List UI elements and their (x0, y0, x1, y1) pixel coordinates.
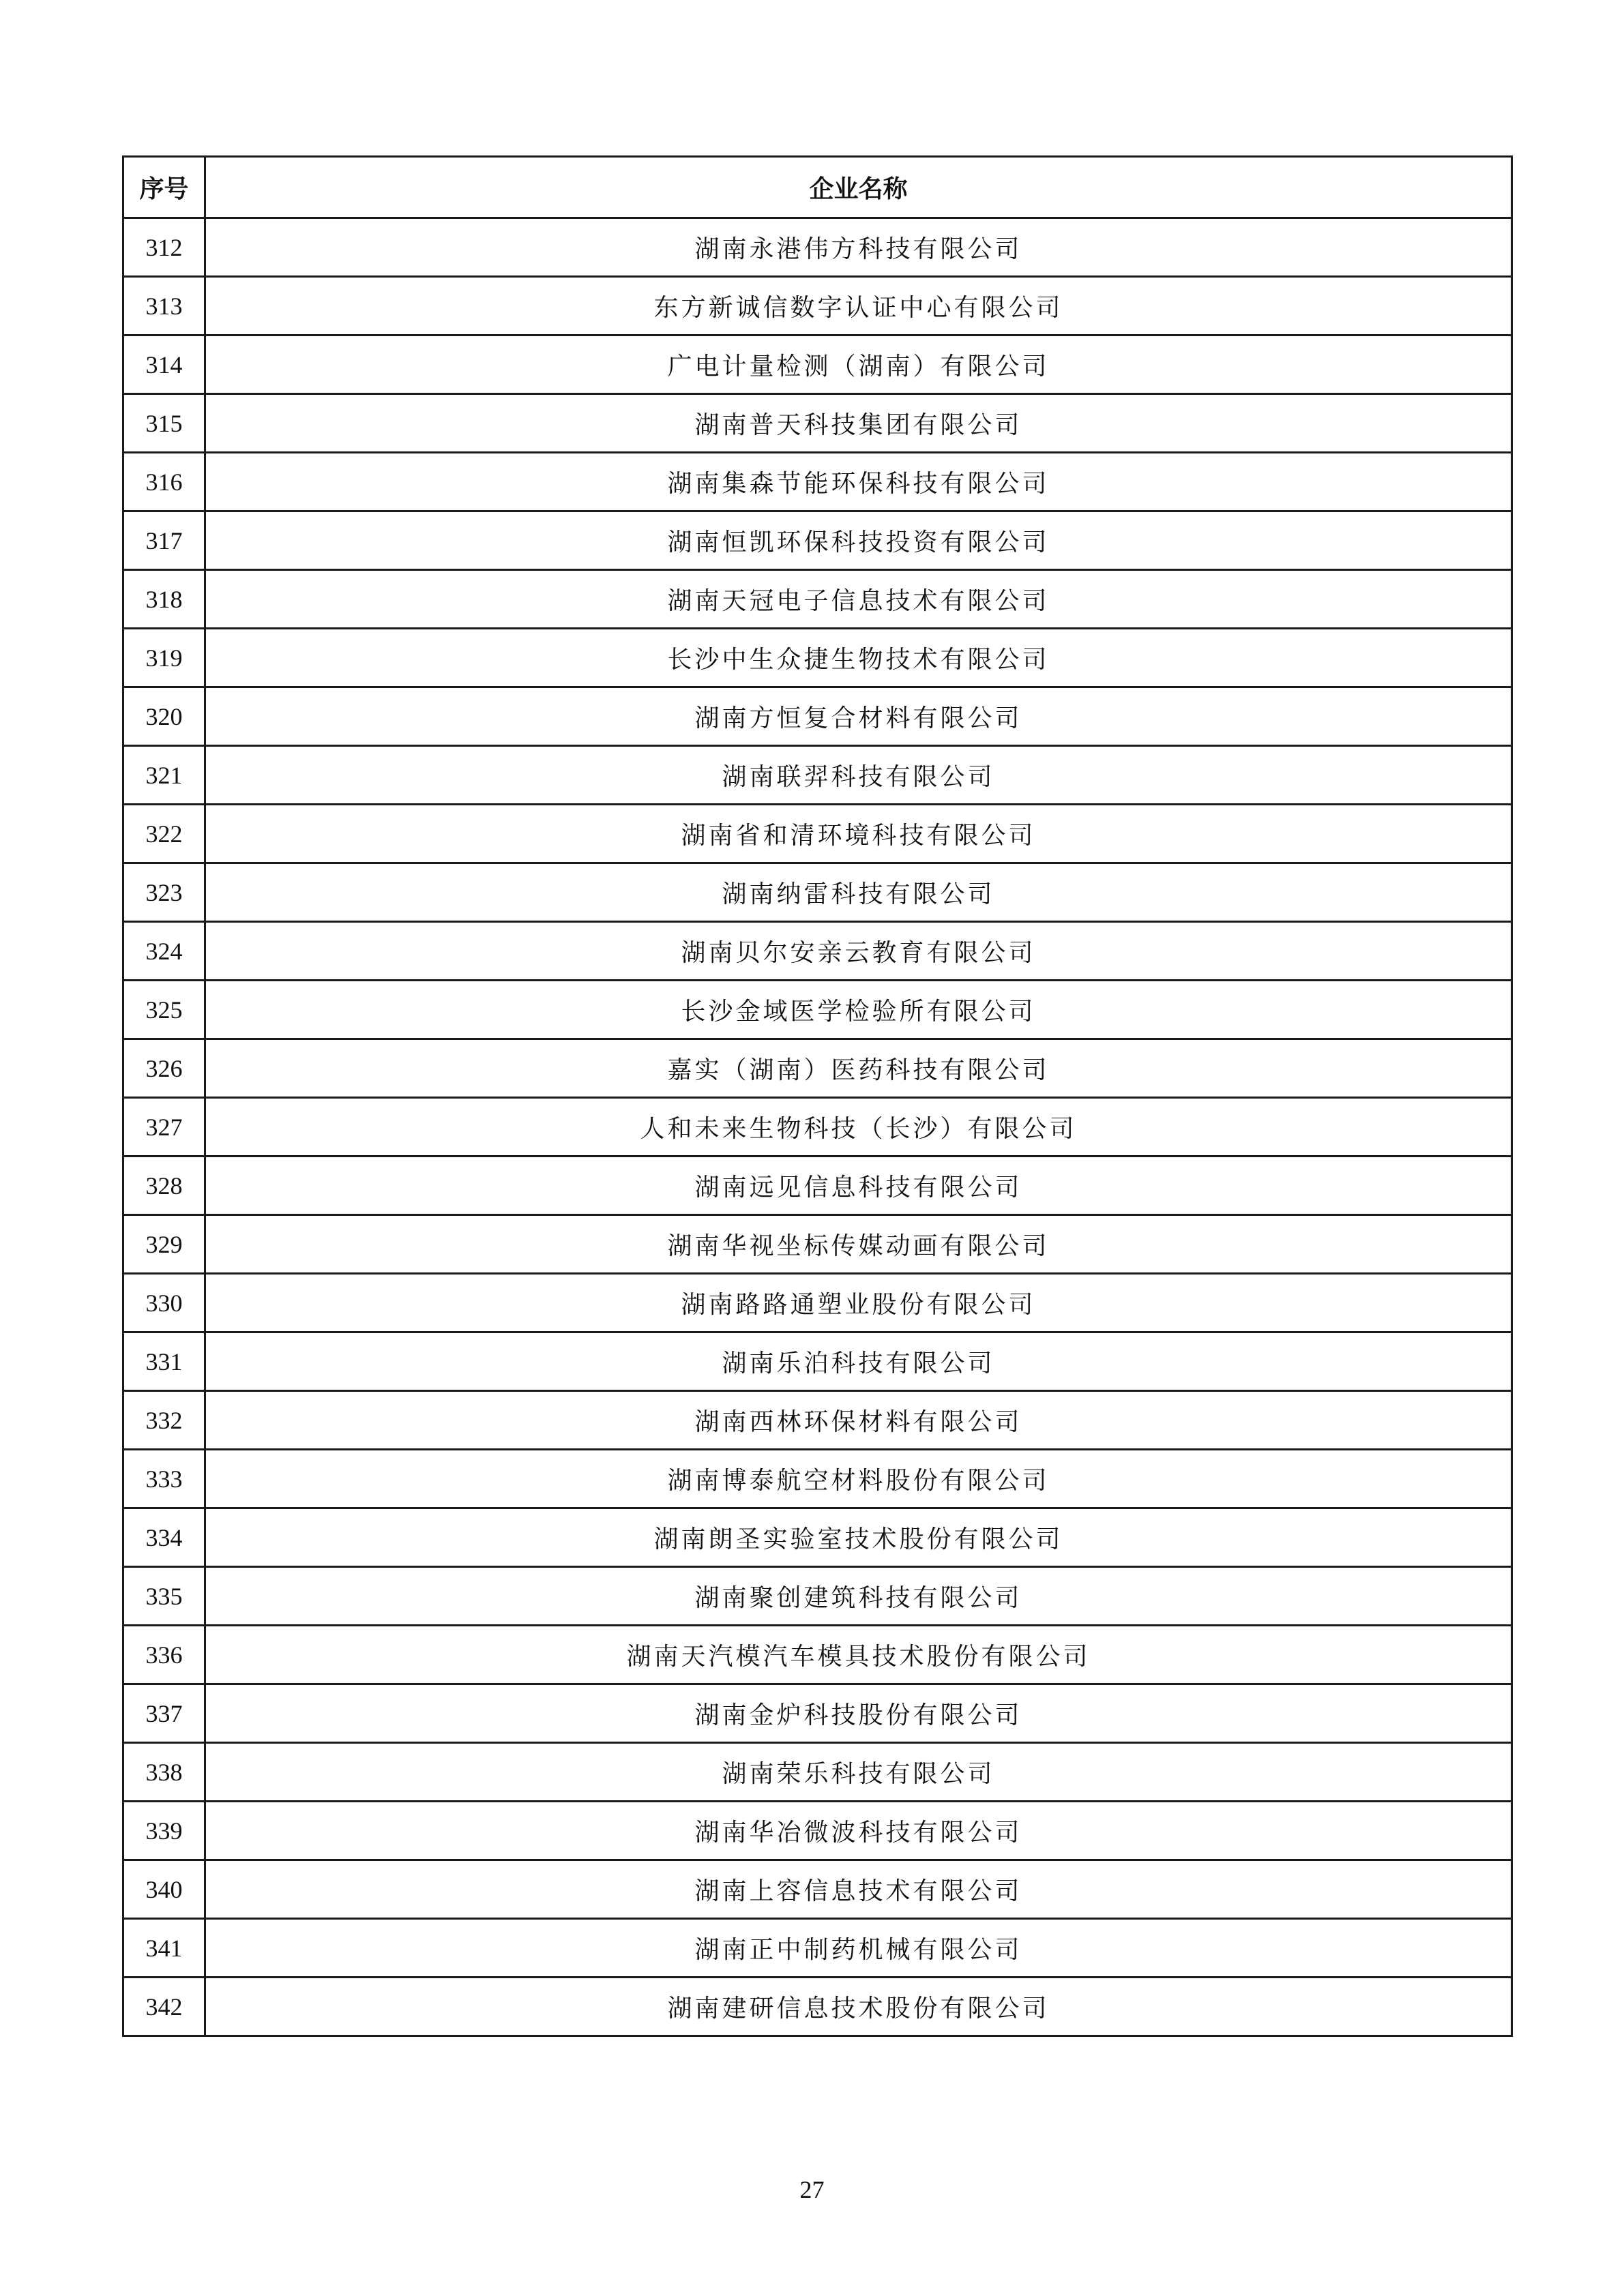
row-seq: 340 (123, 1860, 205, 1919)
row-company-name: 湖南永港伟方科技有限公司 (205, 218, 1512, 277)
row-seq: 314 (123, 336, 205, 394)
row-company-name: 湖南乐泊科技有限公司 (205, 1332, 1512, 1391)
row-seq: 317 (123, 511, 205, 570)
row-company-name: 湖南方恒复合材料有限公司 (205, 687, 1512, 746)
table-row (123, 218, 1512, 277)
table-row (123, 687, 1512, 746)
table-row (123, 1391, 1512, 1450)
row-seq: 324 (123, 922, 205, 981)
row-company-name: 湖南博泰航空材料股份有限公司 (205, 1450, 1512, 1508)
row-seq: 323 (123, 863, 205, 922)
row-seq: 319 (123, 629, 205, 687)
row-seq: 325 (123, 981, 205, 1039)
row-seq: 335 (123, 1567, 205, 1626)
table-row (123, 570, 1512, 629)
table-body (123, 218, 1512, 2036)
row-seq: 321 (123, 746, 205, 805)
table-row (123, 1274, 1512, 1332)
row-company-name: 嘉实（湖南）医药科技有限公司 (205, 1039, 1512, 1098)
table-row (123, 453, 1512, 511)
header-company-name: 企业名称 (205, 157, 1512, 218)
table-row (123, 511, 1512, 570)
row-company-name: 湖南金炉科技股份有限公司 (205, 1684, 1512, 1743)
row-company-name: 湖南省和清环境科技有限公司 (205, 805, 1512, 863)
row-company-name: 湖南恒凯环保科技投资有限公司 (205, 511, 1512, 570)
table-row (123, 1567, 1512, 1626)
row-seq: 333 (123, 1450, 205, 1508)
row-company-name: 人和未来生物科技（长沙）有限公司 (205, 1098, 1512, 1157)
row-seq: 329 (123, 1215, 205, 1274)
table-row (123, 1802, 1512, 1860)
row-company-name: 湖南上容信息技术有限公司 (205, 1860, 1512, 1919)
table-row (123, 1039, 1512, 1098)
table-row (123, 863, 1512, 922)
row-company-name: 湖南建研信息技术股份有限公司 (205, 1978, 1512, 2036)
row-seq: 326 (123, 1039, 205, 1098)
table-row (123, 336, 1512, 394)
row-seq: 332 (123, 1391, 205, 1450)
table-row (123, 277, 1512, 336)
row-seq: 313 (123, 277, 205, 336)
table-row (123, 1157, 1512, 1215)
row-seq: 327 (123, 1098, 205, 1157)
table-row (123, 1332, 1512, 1391)
row-company-name: 东方新诚信数字认证中心有限公司 (205, 277, 1512, 336)
table-row (123, 1215, 1512, 1274)
row-seq: 338 (123, 1743, 205, 1802)
table-row (123, 805, 1512, 863)
row-seq: 315 (123, 394, 205, 453)
table-row (123, 394, 1512, 453)
row-seq: 337 (123, 1684, 205, 1743)
table-row (123, 1684, 1512, 1743)
row-seq: 330 (123, 1274, 205, 1332)
row-seq: 320 (123, 687, 205, 746)
row-seq: 339 (123, 1802, 205, 1860)
row-seq: 322 (123, 805, 205, 863)
row-company-name: 湖南纳雷科技有限公司 (205, 863, 1512, 922)
row-seq: 336 (123, 1626, 205, 1684)
row-seq: 331 (123, 1332, 205, 1391)
table-row (123, 1743, 1512, 1802)
table-row (123, 629, 1512, 687)
row-company-name: 湖南贝尔安亲云教育有限公司 (205, 922, 1512, 981)
row-seq: 312 (123, 218, 205, 277)
company-table (122, 155, 1513, 2037)
row-company-name: 湖南华冶微波科技有限公司 (205, 1802, 1512, 1860)
table-row (123, 1978, 1512, 2036)
row-company-name: 湖南普天科技集团有限公司 (205, 394, 1512, 453)
row-seq: 316 (123, 453, 205, 511)
row-company-name: 湖南聚创建筑科技有限公司 (205, 1567, 1512, 1626)
row-company-name: 湖南集森节能环保科技有限公司 (205, 453, 1512, 511)
row-seq: 342 (123, 1978, 205, 2036)
row-seq: 341 (123, 1919, 205, 1978)
row-company-name: 长沙中生众捷生物技术有限公司 (205, 629, 1512, 687)
row-seq: 318 (123, 570, 205, 629)
table-row (123, 1626, 1512, 1684)
row-company-name: 湖南路路通塑业股份有限公司 (205, 1274, 1512, 1332)
table-row (123, 1860, 1512, 1919)
table-row (123, 1919, 1512, 1978)
row-company-name: 湖南荣乐科技有限公司 (205, 1743, 1512, 1802)
row-seq: 334 (123, 1508, 205, 1567)
table-row (123, 1450, 1512, 1508)
table-row (123, 922, 1512, 981)
row-company-name: 湖南正中制药机械有限公司 (205, 1919, 1512, 1978)
row-company-name: 湖南朗圣实验室技术股份有限公司 (205, 1508, 1512, 1567)
row-company-name: 湖南西林环保材料有限公司 (205, 1391, 1512, 1450)
header-seq: 序号 (123, 157, 205, 218)
row-seq: 328 (123, 1157, 205, 1215)
table-header-row (123, 157, 1512, 218)
row-company-name: 湖南天冠电子信息技术有限公司 (205, 570, 1512, 629)
row-company-name: 广电计量检测（湖南）有限公司 (205, 336, 1512, 394)
table-row (123, 1098, 1512, 1157)
row-company-name: 湖南天汽模汽车模具技术股份有限公司 (205, 1626, 1512, 1684)
row-company-name: 湖南联羿科技有限公司 (205, 746, 1512, 805)
row-company-name: 湖南远见信息科技有限公司 (205, 1157, 1512, 1215)
row-company-name: 长沙金域医学检验所有限公司 (205, 981, 1512, 1039)
table-row (123, 746, 1512, 805)
table-row (123, 981, 1512, 1039)
page-number: 27 (799, 2176, 825, 2203)
row-company-name: 湖南华视坐标传媒动画有限公司 (205, 1215, 1512, 1274)
table-row (123, 1508, 1512, 1567)
